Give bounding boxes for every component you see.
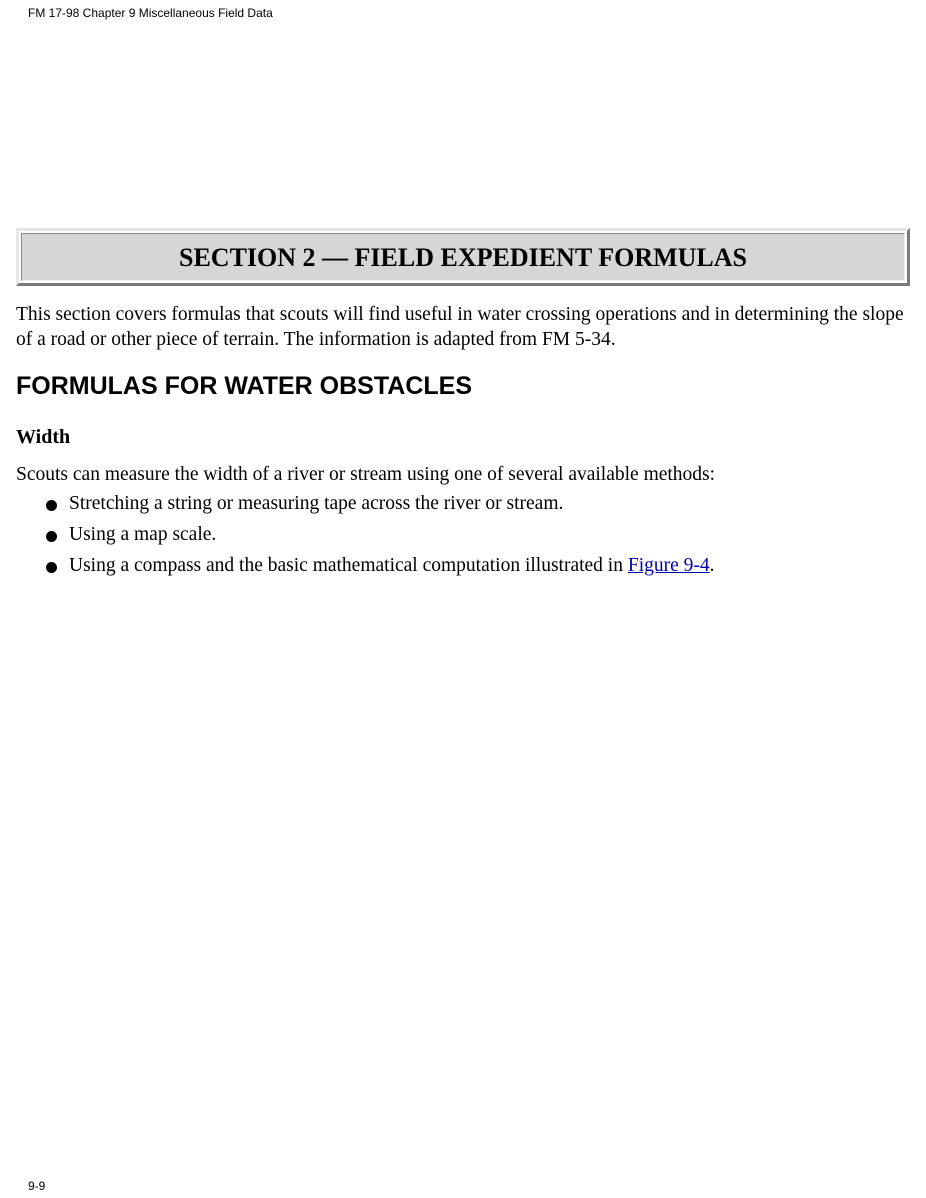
figure-9-4-link[interactable]: Figure 9-4 [627, 555, 710, 576]
section-title: SECTION 2 — FIELD EXPEDIENT FORMULAS [178, 243, 747, 272]
list-item-text: Stretching a string or measuring tape across the river or stream. [69, 493, 564, 514]
width-lead-paragraph: Scouts can measure the width of a river or stream using one of several available methods: [16, 464, 716, 485]
section-title-banner [16, 228, 910, 286]
heading-water-obstacles: FORMULAS FOR WATER OBSTACLES [16, 372, 472, 400]
page-number: 9-9 [28, 1179, 46, 1193]
list-item-text: Using a compass and the basic mathematical computation illustrated in [69, 555, 628, 576]
running-head: FM 17-98 Chapter 9 Miscellaneous Field Data [28, 6, 273, 20]
subheading-width: Width [16, 426, 71, 448]
list-item-text-with-link [69, 553, 715, 579]
intro-paragraph: This section covers formulas that scouts will find useful in water crossing operations and in determining the slope of a road or other piece of terrain. The information is adapted from FM 5-34. [16, 304, 904, 350]
bullet-icon [46, 562, 57, 573]
list-item-text: Using a map scale. [69, 524, 217, 545]
list-item-punctuation: . [709, 555, 715, 576]
bullet-icon [46, 500, 57, 511]
section-title-panel [21, 233, 905, 281]
bullet-icon [46, 531, 57, 542]
